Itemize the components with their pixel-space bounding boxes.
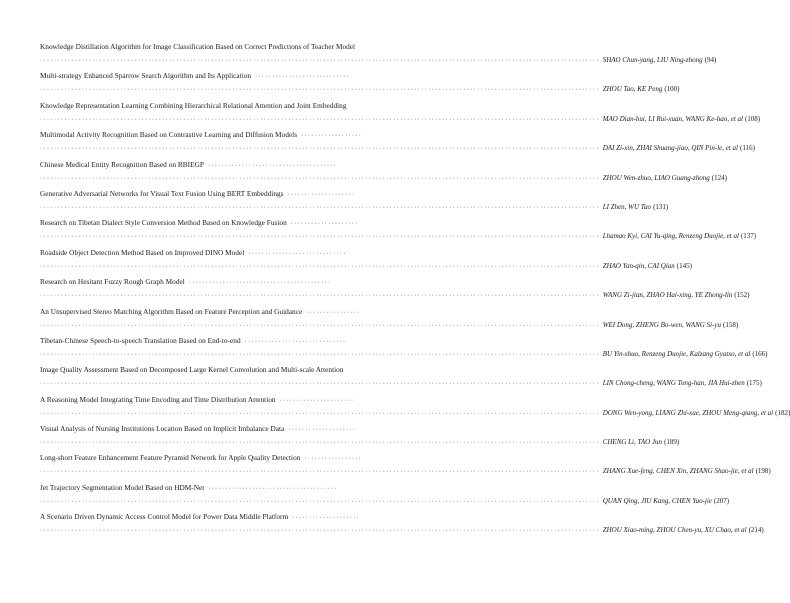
leader-dots: ································································································································································ [40,469,600,476]
article-authors: BU Yin-shuo, Renzeng Duojie, Kalzang Gyatso, et al [602,349,751,358]
article-byline [40,56,717,66]
article-title-text[interactable]: Tibetan-Chinese Speech-to-speech Translation Based on End-to-end [40,335,241,345]
article-page[interactable]: (214) [748,526,764,535]
article-page[interactable]: (182) [775,408,790,417]
article-title-text[interactable]: Research on Tibetan Dialect Style Conversion Method Based on Knowledge Fusion [40,218,287,228]
article-page[interactable]: (189) [664,438,680,447]
article-page[interactable]: (166) [752,349,768,358]
leader-dots: ································································································································································ [40,528,600,535]
article-byline [40,320,739,331]
article-authors: WEI Dong, ZHENG Bo-wen, WANG Si-yu [602,320,721,329]
article-title-text[interactable]: Chinese Medical Entity Recognition Based on RBIEGP [40,159,204,169]
article-page[interactable]: (145) [676,261,692,270]
article-title-text[interactable]: Knowledge Representation Learning Combining Hierarchical Relational Attention and Joint Embedding [40,100,347,110]
article-title[interactable] [40,218,386,229]
article-byline [40,438,680,448]
toc-entry[interactable] [40,332,768,361]
toc-entry[interactable] [40,156,727,185]
article-page[interactable]: (131) [653,202,669,211]
article-title[interactable] [40,160,386,171]
article-authors: WANG Zi-jian, ZHAO Hai-xing, YE Zhong-lin [602,291,733,300]
article-title[interactable] [40,307,386,318]
leader-dots: ································································································································································ [40,293,600,300]
toc-entry[interactable] [40,479,730,508]
title-leader-dots: ·················· [301,133,363,140]
leader-dots: ································································································································································ [40,410,600,417]
leader-dots: ································································································································································ [40,234,600,241]
article-authors: Lhamao Kyi, CAI Yu-qing, Renzeng Duojie, et al [602,232,739,241]
article-byline [40,232,757,242]
article-title[interactable] [40,189,386,200]
toc-entry[interactable] [40,273,750,302]
article-title[interactable] [40,277,386,288]
article-page[interactable]: (94) [704,56,717,64]
toc-entry[interactable] [40,185,669,214]
title-leader-dots: ···················· [288,427,357,434]
leader-dots: ································································································································································ [40,204,600,211]
article-byline [40,291,750,301]
article-title[interactable] [40,453,386,464]
title-leader-dots: ················ [306,309,361,316]
toc-entry[interactable] [40,449,771,478]
article-authors: ZHAO Yan-qin, CAI Qian [602,261,675,270]
title-leader-dots: ······························ [244,338,347,345]
article-authors: LI Zhen, WU Tao [602,202,652,211]
toc-entry[interactable] [40,244,692,273]
article-byline [40,114,761,125]
article-title[interactable] [40,248,386,259]
article-title[interactable] [40,365,386,376]
title-leader-dots: ···················· [287,191,356,198]
article-page[interactable]: (158) [723,320,739,329]
article-page[interactable]: (152) [734,291,750,300]
table-of-contents [40,38,790,538]
article-title-text[interactable]: Jet Trajectory Segmentation Model Based on HDM-Net [40,482,205,492]
leader-dots: ································································································································································ [40,322,600,329]
article-page[interactable]: (198) [755,467,771,476]
article-title-text[interactable]: Image Quality Assessment Based on Decomposed Large Kernel Convolution and Multi-scale Attention [40,365,344,375]
leader-dots: ································································································································································ [40,351,600,358]
article-byline [40,496,730,507]
article-authors: CHENG Li, TAO Jun [602,438,663,447]
article-byline [40,408,790,419]
article-title-text[interactable]: A Scenario Driven Dynamic Access Control Model for Power Data Middle Platform [40,512,289,522]
article-title-text[interactable]: Roadside Object Detection Method Based on Improved DINO Model [40,247,245,257]
article-title-text[interactable]: Visual Analysis of Nursing Institutions Location Based on Implicit Imbalance Data [40,424,285,434]
leader-dots: ································································································································································ [40,440,600,447]
article-title[interactable] [40,395,386,406]
article-title[interactable] [40,424,386,435]
title-leader-dots: ·········································· [188,280,332,287]
article-byline [40,173,727,184]
article-byline [40,144,755,154]
article-title-text[interactable]: Research on Hesitant Fuzzy Rough Graph Model [40,277,185,287]
article-authors: DONG Wen-yong, LIANG Zhi-xue, ZHOU Meng-qiang, et al [602,408,774,417]
article-authors: LIN Chong-cheng, WANG Tong-han, JIA Hui-zhen [602,379,745,388]
article-page[interactable]: (207) [713,496,730,505]
leader-dots: ································································································································································ [40,87,600,94]
article-title-text[interactable]: Multi-strategy Enhanced Sparrow Search Algorithm and Its Application [40,71,252,81]
toc-entry[interactable] [40,38,717,67]
article-byline [40,202,669,213]
article-page[interactable]: (100) [664,85,680,94]
article-byline [40,467,771,477]
leader-dots: ································································································································································ [40,116,600,123]
article-byline [40,379,762,389]
article-page[interactable]: (124) [711,173,727,182]
toc-entry[interactable] [40,391,790,420]
article-authors: SHAO Chun-yang, LIU Ning-zhong [602,56,703,64]
toc-entry[interactable] [40,361,762,390]
article-byline [40,85,680,95]
article-page[interactable]: (175) [746,379,762,388]
article-page[interactable]: (116) [740,144,755,153]
article-byline [40,349,768,360]
article-authors: DAI Zi-xin, ZHAI Shuang-jiao, QIN Pin-le, et al [602,144,739,153]
article-title[interactable] [40,483,386,494]
article-title-text[interactable]: Knowledge Distillation Algorithm for Image Classification Based on Correct Predictions of Teacher Model [40,42,356,51]
title-leader-dots: ···················· [292,515,361,522]
article-byline [40,526,764,536]
article-title-text[interactable]: Long-short Feature Enhancement Feature Pyramid Network for Apple Quality Detection [40,453,301,463]
article-authors: MAO Dian-hui, LI Rui-xuan, WANG Ke-hao, et al [602,114,743,123]
article-title[interactable] [40,101,386,112]
article-authors: ZHOU Tao, KE Peng [602,85,663,94]
article-authors: ZHANG Xue-feng, CHEN Xin, ZHANG Shao-jie, et al [602,467,754,476]
toc-entry[interactable] [40,214,757,243]
article-title-text[interactable]: Generative Adversarial Networks for Visual Text Fusion Using BERT Embeddings [40,188,284,198]
title-leader-dots: ····························· [248,250,347,257]
toc-entry[interactable] [40,67,680,96]
title-leader-dots: ······································ [207,162,338,169]
leader-dots: ································································································································································ [40,58,600,64]
toc-entry[interactable] [40,508,764,537]
article-title-text[interactable]: A Reasoning Model Integrating Time Encoding and Time Distribution Attention [40,394,276,404]
leader-dots: ································································································································································ [40,498,600,505]
title-leader-dots: ······················ [279,397,355,404]
article-authors: ZHOU Wen-zhuo, LIAO Guang-zhong [602,173,710,182]
article-byline [40,261,692,272]
article-authors: ZHOU Xiao-ming, ZHOU Chen-yu, XU Chao, et al [602,526,747,535]
leader-dots: ································································································································································ [40,175,600,182]
toc-entry[interactable] [40,303,739,332]
leader-dots: ································································································································································ [40,381,600,388]
title-leader-dots: ···························· [255,74,351,81]
article-title-text[interactable]: An Unsupervised Stereo Matching Algorithm Based on Feature Perception and Guidance [40,306,303,316]
article-title[interactable] [40,71,386,82]
toc-entry[interactable] [40,420,680,449]
title-leader-dots: ················· [304,456,363,463]
title-leader-dots: ···················· [290,221,359,228]
article-page[interactable]: (108) [744,114,761,123]
article-title[interactable] [40,42,386,53]
article-title[interactable] [40,512,386,523]
article-page[interactable]: (137) [740,232,757,241]
article-authors: QUAN Qing, JIU Kang, CHEN Yao-jie [602,496,712,505]
article-title[interactable] [40,336,386,347]
article-title[interactable] [40,130,386,141]
leader-dots: ································································································································································ [40,263,600,270]
toc-entry[interactable] [40,126,755,155]
title-leader-dots: ······································ [208,485,338,492]
leader-dots: ································································································································································ [40,146,600,153]
article-title-text[interactable]: Multimodal Activity Recognition Based on Contrastive Learning and Diffusion Models [40,130,298,140]
toc-entry[interactable] [40,97,761,126]
